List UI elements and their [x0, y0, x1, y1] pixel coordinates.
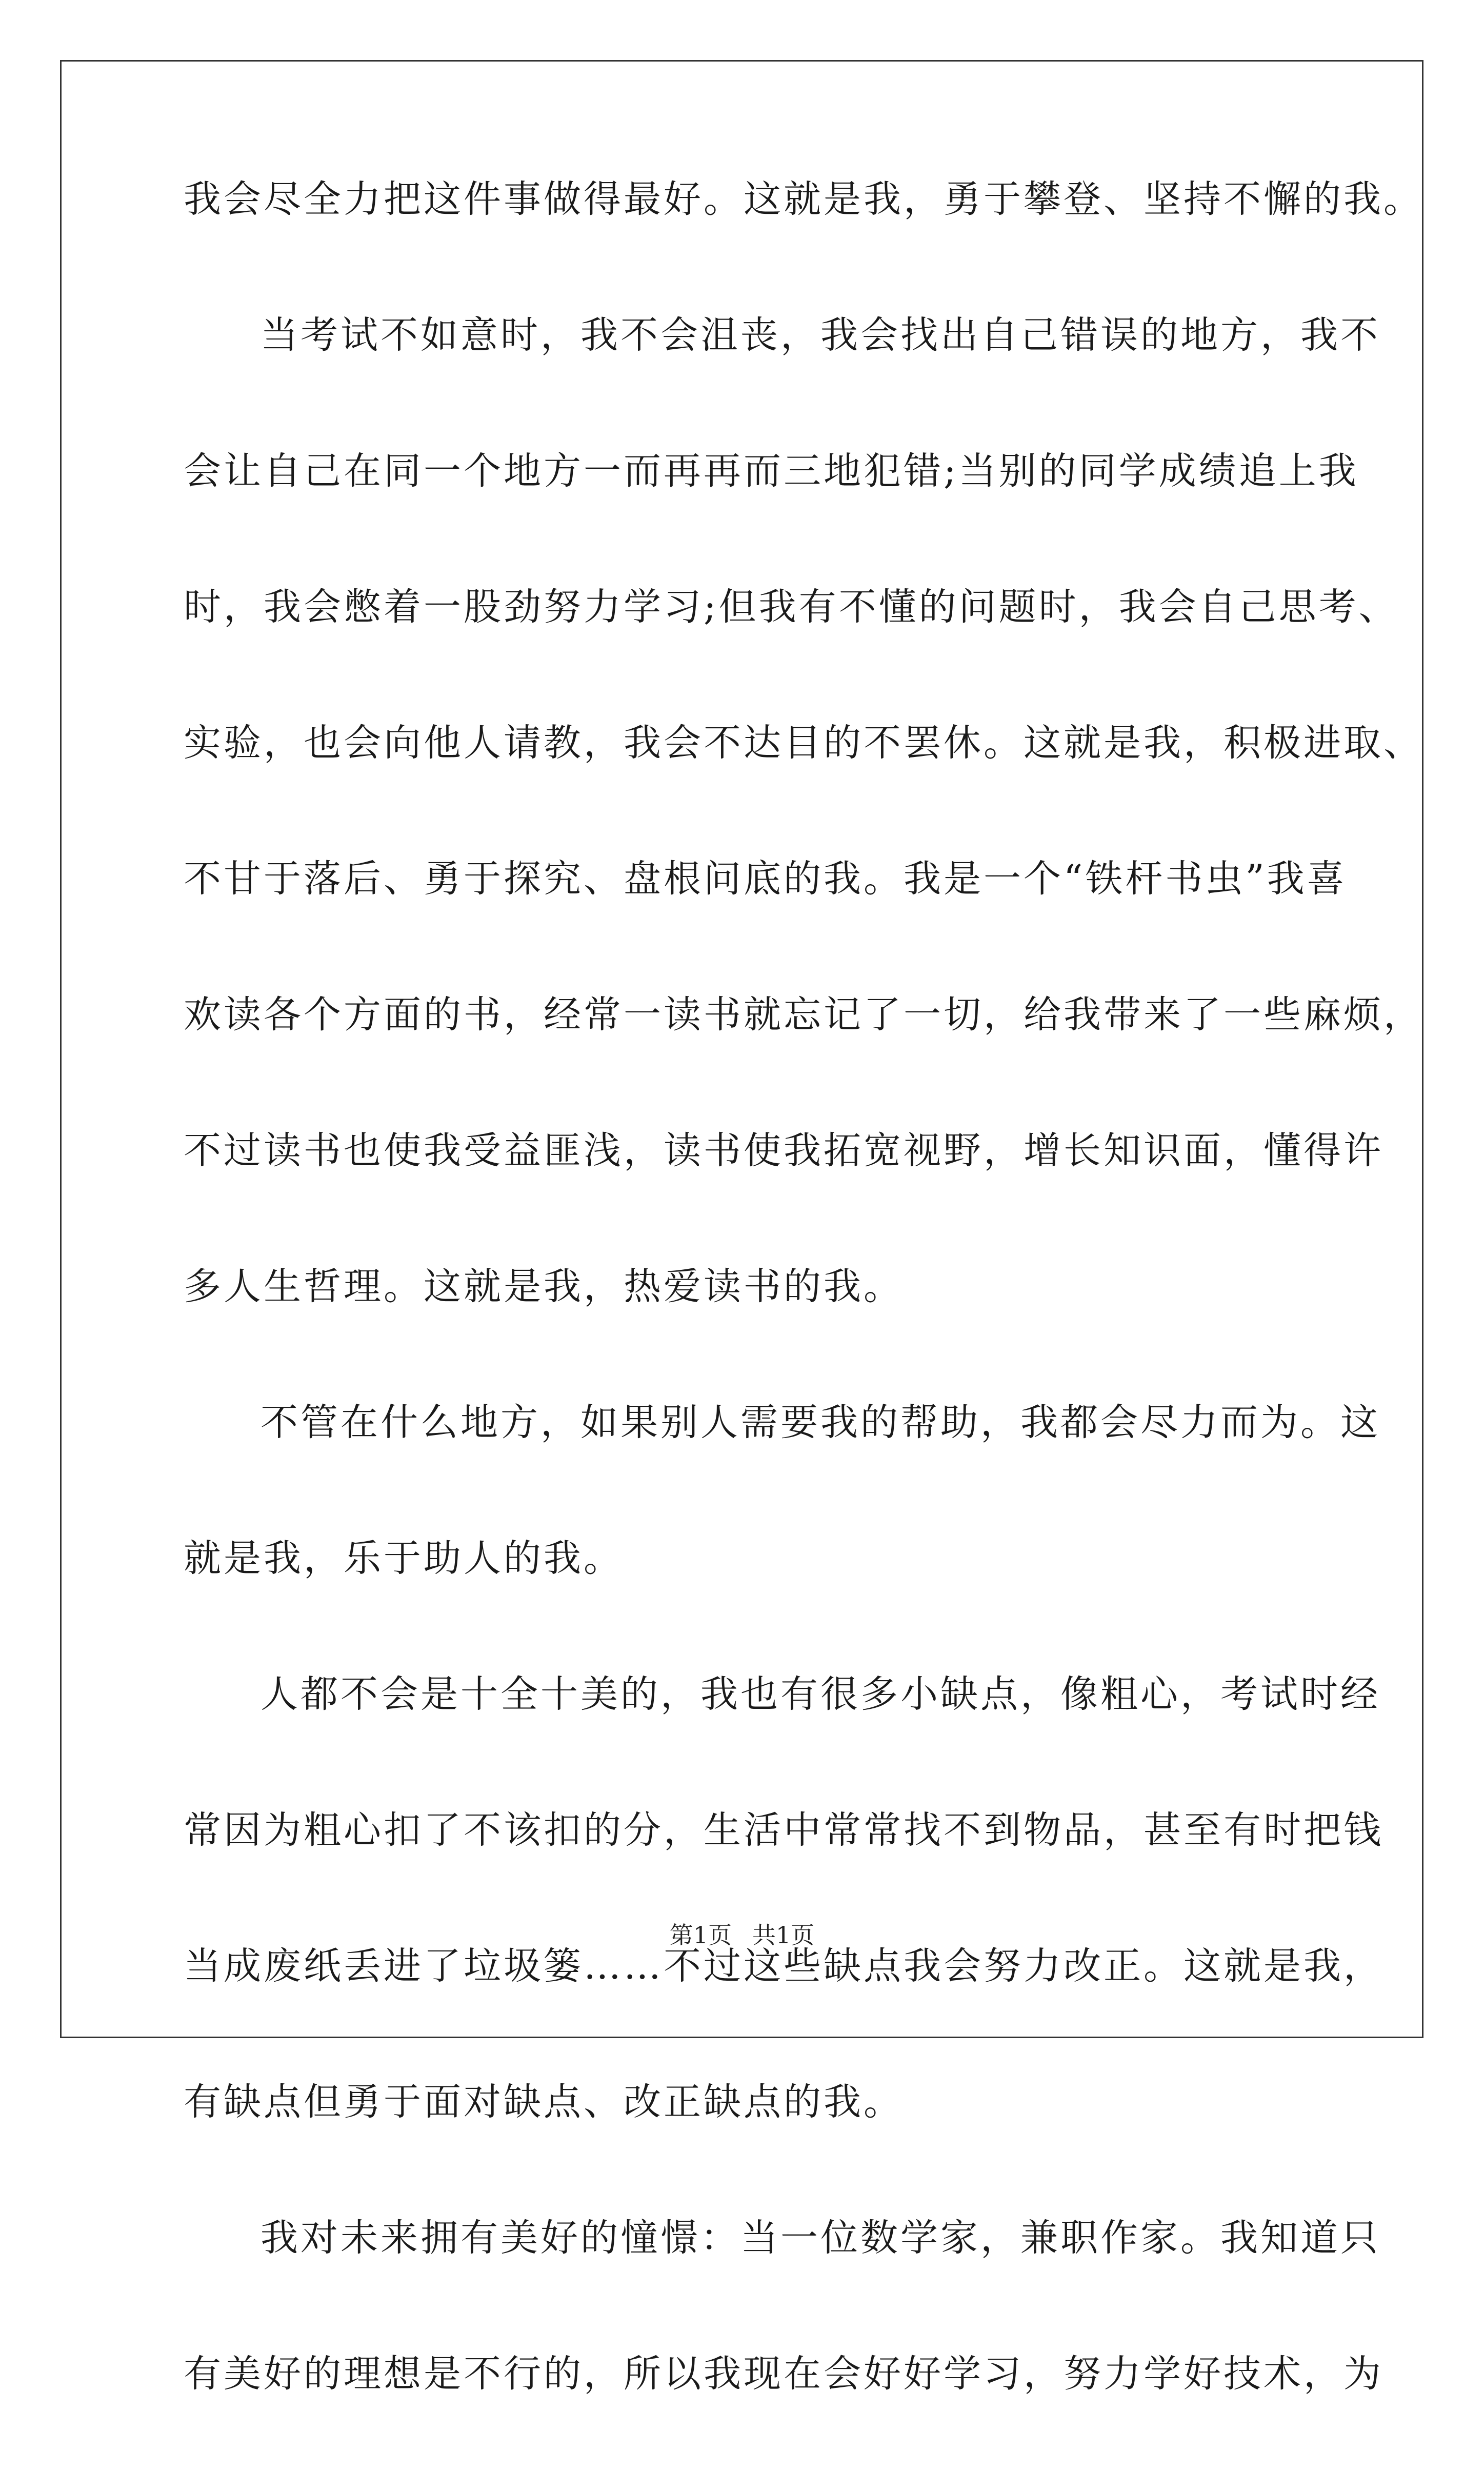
text-line: 实验，也会向他人请教，我会不达目的不罢休。这就是我，积极进取、	[184, 721, 1423, 765]
paragraph-start-line: 我对未来拥有美好的憧憬：当一位数学家，兼职作家。我知道只	[260, 2216, 1380, 2260]
text-line: 有缺点但勇于面对缺点、改正缺点的我。	[184, 2080, 904, 2124]
text-line: 会让自己在同一个地方一而再再而三地犯错;当别的同学成绩追上我	[184, 449, 1359, 493]
text-line: 时，我会憋着一股劲努力学习;但我有不懂的问题时，我会自己思考、	[184, 585, 1399, 629]
text-line: 欢读各个方面的书，经常一读书就忘记了一切，给我带来了一些麻烦，	[184, 993, 1423, 1037]
page-total: 共1页	[752, 1921, 815, 1949]
text-line: 有美好的理想是不行的，所以我现在会好好学习，努力学好技术，为	[184, 2352, 1383, 2396]
page-number: 第1页	[669, 1921, 732, 1949]
text-line: 常因为粗心扣了不该扣的分，生活中常常找不到物品，甚至有时把钱	[184, 1808, 1383, 1852]
text-line: 不过读书也使我受益匪浅，读书使我拓宽视野，增长知识面，懂得许	[184, 1129, 1383, 1172]
paragraph-start-line: 不管在什么地方，如果别人需要我的帮助，我都会尽力而为。这	[260, 1401, 1380, 1444]
text-line: 当成废纸丢进了垃圾篓……不过这些缺点我会努力改正。这就是我，	[184, 1944, 1383, 1988]
text-line: 不甘于落后、勇于探究、盘根问底的我。我是一个“铁杆书虫”我喜	[184, 857, 1347, 901]
paragraph-start-line: 人都不会是十全十美的，我也有很多小缺点，像粗心，考试时经	[260, 1672, 1380, 1716]
text-line: 多人生哲理。这就是我，热爱读书的我。	[184, 1265, 904, 1308]
paragraph-start-line: 当考试不如意时，我不会沮丧，我会找出自己错误的地方，我不	[260, 313, 1380, 357]
text-line: 就是我，乐于助人的我。	[184, 1537, 624, 1580]
page-footer	[0, 1922, 1484, 1948]
text-line: 我会尽全力把这件事做得最好。这就是我，勇于攀登、坚持不懈的我。	[184, 177, 1423, 221]
document-body	[184, 177, 1423, 2491]
